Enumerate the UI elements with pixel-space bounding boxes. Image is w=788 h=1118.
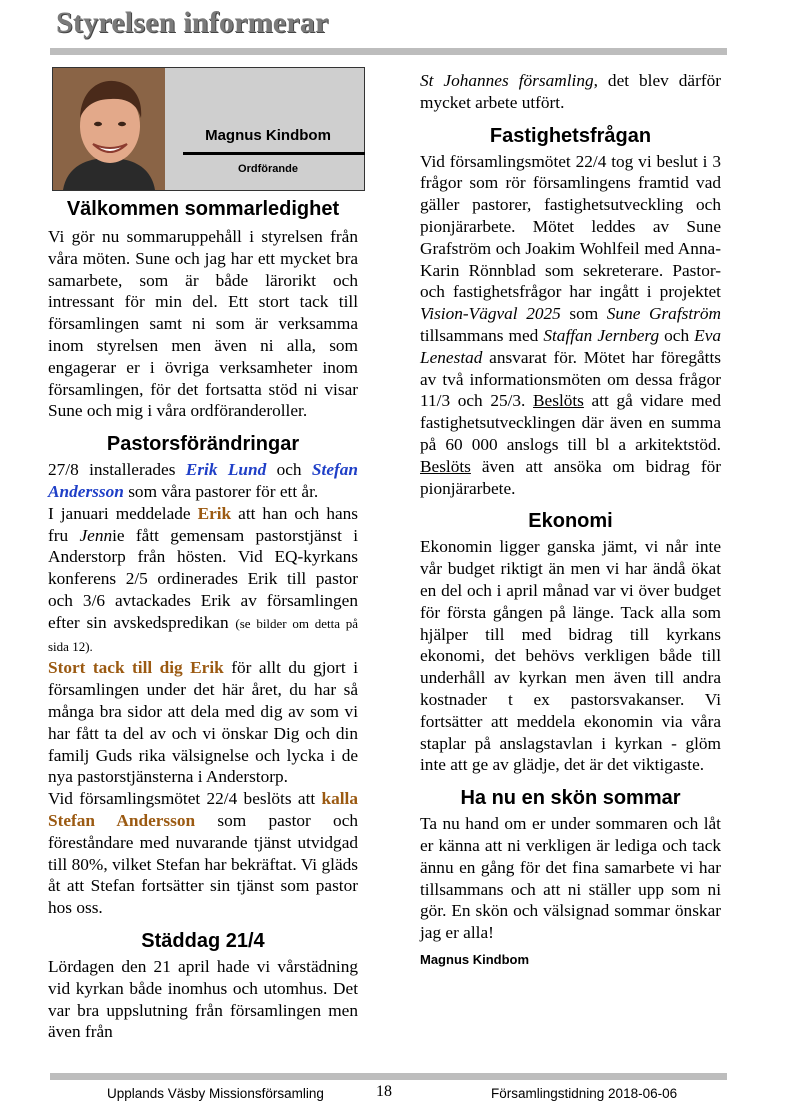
- chairman-photo: [53, 68, 165, 190]
- footer-congregation: Upplands Väsby Missionsförsamling: [107, 1086, 324, 1101]
- name-erik-lund: Erik Lund: [185, 460, 267, 480]
- text-run: för allt du gjort i församlingen under det här året, du har så många bra sidor att dela med dig av som vi har fått ta del av och vi önskar Dig och din familj Guds rika välsignelse och lycka i de nya pastorstjänsterna i Anderstorp.: [48, 658, 358, 787]
- text-run: och: [659, 325, 695, 345]
- chairman-profile-box: [52, 67, 365, 191]
- text-run: som: [560, 304, 607, 324]
- pastor-paragraph-2: [48, 503, 358, 658]
- decision-word: Beslöts: [533, 391, 584, 411]
- thanks-erik: Stort tack till dig Erik: [48, 658, 224, 678]
- portrait-icon: [53, 68, 165, 190]
- call-stefan: kalla Stefan Andersson: [48, 789, 358, 830]
- name-underline: [183, 152, 365, 155]
- chairman-role: Ordförande: [238, 163, 298, 175]
- text-run: Vid församlingsmötet 22/4 beslöts att: [48, 789, 322, 809]
- top-divider: [50, 48, 727, 55]
- text-run: tillsammans med: [420, 325, 544, 345]
- text-run: att gå vidare med fastighetsutvecklingen där även en summa på 60 000 anslogs till bl a arkitektstöd.: [420, 391, 721, 454]
- economy-paragraph: Ekonomin ligger ganska jämt, vi når inte vår budget riktigt än men vi har ändå ökat en del och i april månad var vi över budget för första gången på länge. Tack alla som hjälper till med bidrag till kyrkans ekonomi, det behövs verkligen både till underhåll av kyrkan men även till andra kostnader t ex pastorsvakanser. Vi fortsätter att meddela ekonomin via våra staplar på anslagstavlan i kyrkan - glöm inte att ge av glädje, det är det viktigaste.: [420, 537, 721, 775]
- summer-wish-paragraph: Ta nu hand om er under sommaren och låt er känna att ni verkligen är lediga och tack ännu en gång för det fina samarbete vi har tillsammans och att ni ställer upp som ni gör. En skön och välsignad sommar önskar jag er alla!: [420, 814, 721, 943]
- name-erik: Erik: [197, 503, 232, 523]
- summer-break-paragraph: Vi gör nu sommaruppehåll i styrelsen från våra möten. Sune och jag har ett mycket bra samarbete, som är både lärorikt och intressant för min del. Ett stort tack till församlingen samt ni som är verksamma inom styrelsen men även ni alla, som engagerar er i övriga verksamheter inom församlingen, för det fortsatta stöd ni visar Sune och mig i våra ordföranderoller.: [48, 227, 358, 421]
- text-run: 27/8 installerades: [48, 460, 186, 480]
- text-run: Vid församlingsmötet 22/4 tog vi beslut i 3 frågor som rör församlingens framtid vad gäller pastorer, fastighetsutveckling och pionjärarbete. Mötet leddes av Sune Grafström och Joakim Wohlfeil med Anna-Karin Rönnblad som sekreterare. Pastor- och fastighetsfrågor har ingått i projektet: [420, 151, 721, 302]
- signature: Magnus Kindbom: [420, 951, 530, 967]
- footer-page-number: 18: [376, 1083, 392, 1100]
- text-run: och: [266, 460, 312, 480]
- text-run: att han och hans fru: [48, 503, 358, 545]
- name-jenn: Jenn: [79, 525, 113, 545]
- project-name: Vision-Vägval 2025: [420, 304, 561, 324]
- cleaning-paragraph-start: Lördagen den 21 april hade vi vårstädning vid kyrkan både inomhus och utomhus. Det var bra uppslutning från församlingen men även från: [48, 956, 358, 1042]
- page-title: Styrelsen informerar: [56, 6, 329, 39]
- bottom-divider: [50, 1073, 727, 1080]
- section-heading-property: Fastighetsfrågan: [489, 124, 652, 147]
- section-heading-pastor-changes: Pastorsförändringar: [106, 433, 300, 456]
- text-run: ansvarat för. Mötet har föregåtts av två informationsmöten om dessa frågor 11/3 och 25/3.: [420, 347, 721, 411]
- text-run: som våra pastorer för ett år.: [123, 481, 319, 501]
- person-name: Eva Lenestad: [420, 325, 722, 367]
- person-name: Staffan Jernberg: [543, 325, 660, 345]
- st-johannes: St Johannes församling: [420, 71, 594, 90]
- name-stefan-andersson: Stefan Andersson: [48, 460, 359, 501]
- chairman-name: Magnus Kindbom: [205, 127, 331, 144]
- text-run: även att ansöka om bidrag för pionjärarbete.: [420, 456, 721, 498]
- section-heading-summer-wish: Ha nu en skön sommar: [460, 787, 681, 810]
- cleaning-paragraph-end: [420, 70, 721, 114]
- person-name: Sune Grafström: [606, 304, 721, 324]
- section-heading-summer-break: Välkommen sommarledighet: [66, 198, 340, 220]
- text-run: , det blev därför mycket arbete utfört.: [420, 71, 721, 112]
- section-heading-cleaning-day: Städdag 21/4: [141, 929, 265, 952]
- photo-reference-note: (se bilder om detta på sida 12).: [48, 615, 358, 654]
- footer-publication-date: Församlingstidning 2018-06-06: [491, 1086, 678, 1101]
- left-column: [48, 198, 359, 1043]
- text-run: ie fått gemensam pastorstjänst i Anderstorp från hösten. Vid EQ-kyrkans konferens 2/5 ordinerades Erik till pastor och 3/6 avtackades Erik av församlingen efter sin avskedspredikan: [48, 525, 358, 632]
- section-heading-economy: Ekonomi: [528, 510, 613, 533]
- pastor-paragraph-1: [48, 459, 358, 503]
- pastor-paragraph-4: [48, 788, 358, 919]
- pastor-paragraph-3: [48, 657, 358, 788]
- decision-word: Beslöts: [420, 456, 471, 476]
- property-paragraph: [420, 151, 721, 500]
- text-run: I januari meddelade: [48, 503, 198, 523]
- right-column: [420, 70, 721, 971]
- text-run: som pastor och föreståndare med nuvarande tjänst utvidgad till 80%, vilket Stefan har bekräftat. Vi gläds åt att Stefan fortsätter sin tjänst som pastor hos oss.: [48, 810, 359, 918]
